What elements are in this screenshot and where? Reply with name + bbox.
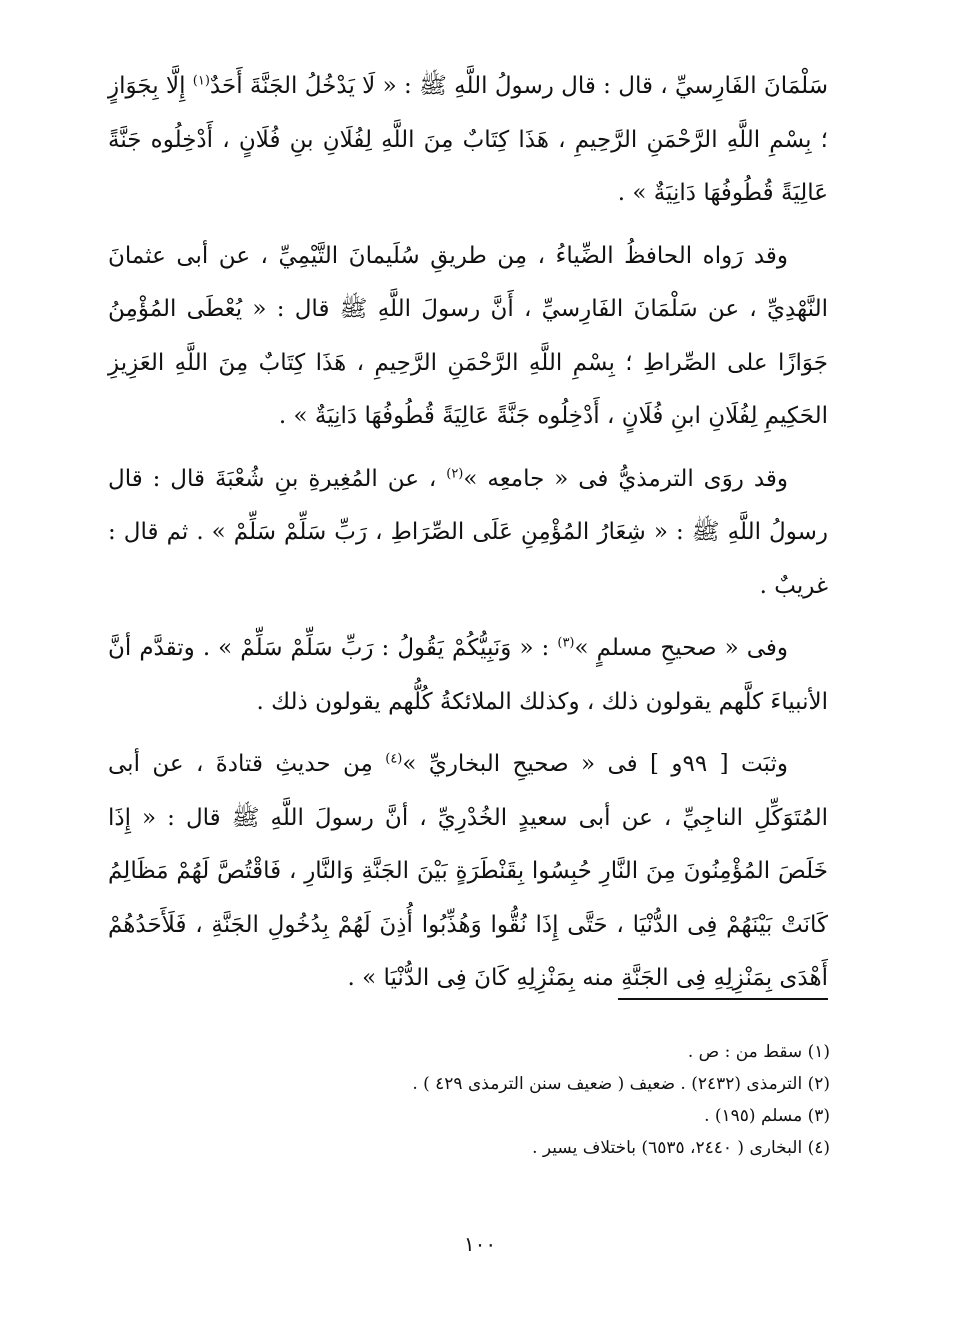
paragraph-text: وقد رَواه الحافظُ الضِّياءُ ، مِن طريقِ سُلَيمانَ التَّيْمِيِّ ، عن أبى عثمانَ النَّهْدِيِّ ، عن سَلْمَانَ الفَارِسيِّ ، أَنَّ رسولَ اللَّهِ ﷺ قال : « يُعْطَى المُؤْمِنُ جَوَازًا على الصِّراطِ ؛ بِسْمِ اللَّهِ الرَّحْمَنِ الرَّحِيمِ ، هَذَا كِتَابٌ مِنَ اللَّهِ العَزِيزِ الحَكِيمِ لِفُلَانِ ابنِ فُلَانٍ ، أَدْخِلُوه جَنَّةً عَالِيَةً قُطُوفُهَا دَانِيَةٌ » . — [108, 242, 828, 429]
paragraph-5 — [108, 738, 828, 1006]
paragraph-text: سَلْمَانَ الفَارِسيِّ ، قال : قال رسولُ اللَّهِ ﷺ : « لَا يَدْخُلُ الجَنَّةَ أَحَدٌ — [209, 73, 828, 99]
footnote-2: (٢) الترمذى (٢٤٣٢) . ضعيف ( ضعيف سنن الترمذى ٤٢٩ ) . — [412, 1074, 830, 1094]
page-number: ١٠٠ — [463, 1232, 497, 1256]
paragraph-text: مِن حديثِ قتادةَ ، عن أبى المُتَوَكِّلِ الناجِيِّ ، عن أبى سعيدٍ الخُدْرِيِّ ، أنَّ رسولَ اللَّهِ ﷺ قال : « إِذَا خَلَصَ المُؤْمِنُونَ مِنَ النَّارِ حُبِسُوا بِقَنْطَرَةٍ بَيْنَ الجَنَّةِ وَالنَّارِ ، فَاقْتُصَّ لَهُمْ مَظَالِمُ كَانَتْ بَيْنَهُمْ فِى الدُّنْيَا ، حَتَّى إِذَا نُقُّوا وَهُذِّبُوا أُذِنَ لَهُمْ بِدُخُولِ الجَنَّةِ ، فَلَأَحَدُهُمْ أَهْدَى بِمَنْزِلِهِ فِى الجَنَّةِ منه بِمَنْزِلِهِ كَانَ فِى الدُّنْيَا » . — [108, 751, 828, 991]
footnote-marker-1: (١) — [192, 73, 210, 89]
paragraph-text: إِلَّا بِجَوَازٍ ؛ بِسْمِ اللَّهِ الرَّحْمَنِ الرَّحِيمِ ، هَذَا كِتَابٌ مِنَ اللَّهِ لِفُلَانِ بنِ فُلَانٍ ، أَدْخِلُوه جَنَّةً عَالِيَةً قُطُوفُهَا دَانِيَةٌ » . — [108, 73, 828, 206]
paragraph-text: ، عن المُغِيرةِ بنِ شُعْبَةَ قال : قال رسولُ اللَّهِ ﷺ : « شِعَارُ المُؤْمِنِ عَلَى الصِّرَاطِ ، رَبِّ سَلِّمْ سَلِّمْ » . ثم قال : غريبٌ . — [108, 465, 828, 599]
paragraph-1 — [108, 60, 828, 221]
paragraph-text: وقد روَى الترمذيُّ فى « جامعِه » — [463, 465, 788, 492]
paragraph-4 — [108, 622, 828, 729]
paragraph-text: وفى « صحيحِ مسلمٍ » — [574, 635, 789, 661]
footnote-marker-3: (٣) — [557, 635, 575, 651]
paragraph-text: وثبَت [ ٩٩و ] فى « صحيحِ البخاريِّ » — [402, 751, 788, 777]
footnote-3: (٣) مسلم (١٩٥) . — [704, 1106, 830, 1126]
footnote-1: (١) سقط من : ص . — [687, 1042, 830, 1062]
paragraph-2 — [108, 230, 828, 444]
footnote-marker-2: (٢) — [446, 465, 464, 481]
footnotes — [300, 1036, 830, 1164]
footnote-separator — [618, 998, 828, 1000]
footnote-marker-4: (٤) — [385, 751, 403, 767]
main-text — [108, 60, 828, 1015]
paragraph-text: : « وَنَبِيُّكُمْ يَقُولُ : رَبِّ سَلِّمْ سَلِّمْ » . وتقدَّم أنَّ الأنبياءَ كلَّهم يقولون ذلك ، وكذلك الملائكةُ كُلُّهم يقولون ذلك . — [108, 635, 828, 715]
footnote-4: (٤) البخارى ( ٢٤٤٠، ٦٥٣٥) باختلاف يسير . — [532, 1138, 830, 1158]
paragraph-3 — [108, 453, 828, 614]
